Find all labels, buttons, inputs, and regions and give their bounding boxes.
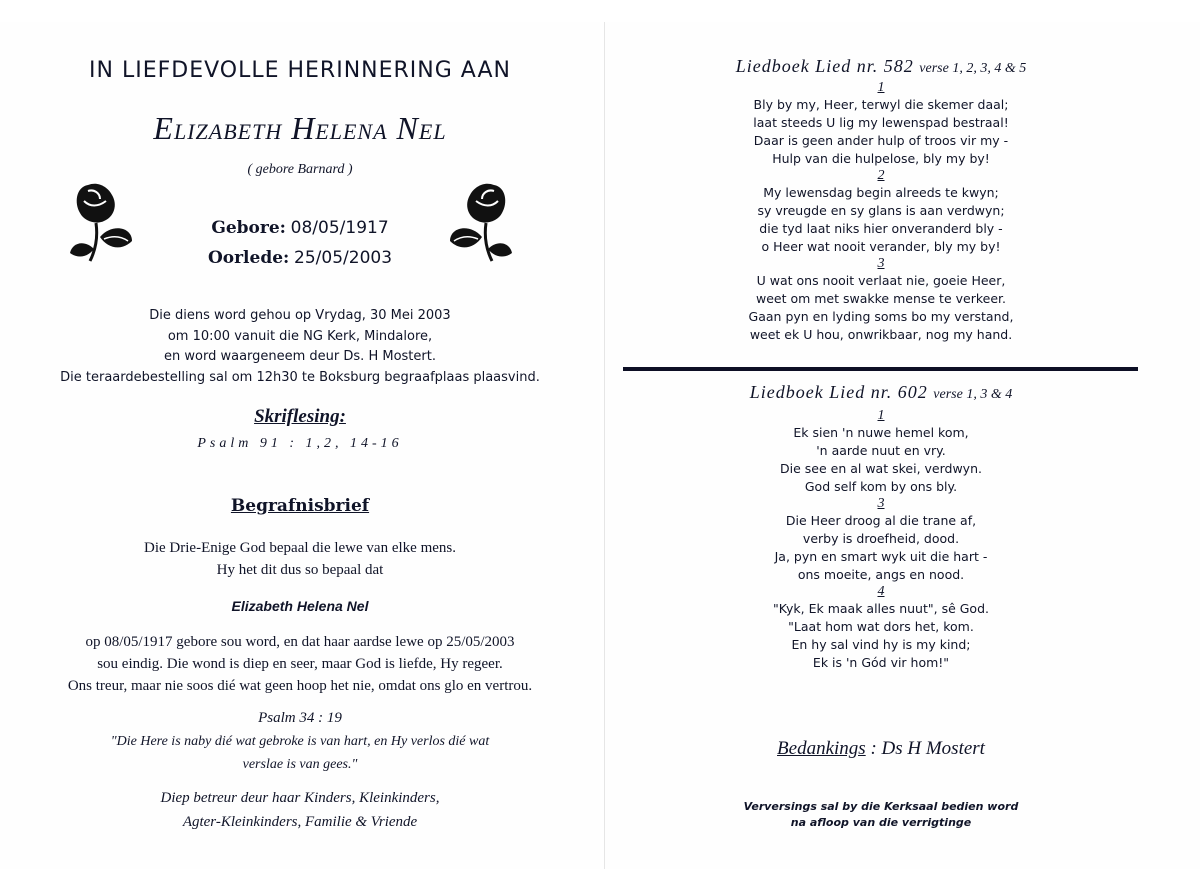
hymn-602-title: Liedboek Lied nr. 602 (749, 382, 928, 402)
letter-intro-2: Hy het dit dus so bepaal dat (216, 562, 384, 578)
deceased-name: Elizabeth Helena Nel (153, 110, 447, 146)
letter-body-3: Ons treur, maar nie soos dié wat geen hoop het nie, omdat ons glo en vertrou. (67, 678, 533, 694)
mourners-line-2: Agter-Kleinkinders, Familie & Vriende (182, 814, 418, 830)
thanks-separator: : (870, 738, 877, 759)
maiden-name: ( gebore Barnard ) (247, 162, 353, 177)
hymn-602-body (605, 408, 1157, 672)
letter-intro-1: Die Drie-Enige God bepaal die lewe van elke mens. (144, 540, 456, 556)
thanks-name: Ds H Mostert (881, 738, 985, 759)
psalm-reference: Psalm 34 : 19 (258, 710, 342, 726)
section-divider (623, 367, 1138, 371)
hymn-line: Hulp van die hulpelose, bly my by! (772, 151, 990, 166)
hymn-line: Ja, pyn en smart wyk uit die hart - (774, 549, 988, 564)
hymn-line: En hy sal vind hy is my kind; (791, 637, 971, 652)
hymn-line: weet ek U hou, onwrikbaar, nog my hand. (749, 327, 1013, 342)
hymn-line: 'n aarde nuut en vry. (816, 443, 946, 458)
thanks-line (605, 738, 1157, 760)
hymn-line: laat steeds U lig my lewenspad bestraal! (753, 115, 1009, 130)
service-line-1: Die diens word gehou op Vrydag, 30 Mei 2003 (149, 308, 451, 323)
hymn-602-heading (605, 382, 1157, 403)
died-label: Oorlede: (207, 248, 290, 268)
verse-number: 4 (877, 584, 885, 599)
born-label: Gebore: (211, 218, 286, 238)
right-page (604, 22, 1200, 869)
letter-body-1: op 08/05/1917 gebore sou word, en dat haar aardse lewe op 25/05/2003 (85, 634, 515, 650)
hymn-line: o Heer wat nooit verander, bly my by! (761, 239, 1001, 254)
hymn-582-verses: verse 1, 2, 3, 4 & 5 (919, 61, 1027, 76)
born-date: 08/05/1917 (290, 218, 389, 238)
hymn-line: Ek sien 'n nuwe hemel kom, (793, 425, 969, 440)
hymn-line: U wat ons nooit verlaat nie, goeie Heer, (756, 273, 1006, 288)
verse-number: 1 (877, 80, 885, 95)
hymn-line: verby is droefheid, dood. (802, 531, 960, 546)
hymn-line: sy vreugde en sy glans is aan verdwyn; (757, 203, 1005, 218)
scripture-heading: Skriflesing: (254, 406, 346, 427)
psalm-quote-2: verslae is van gees." (242, 757, 358, 772)
hymn-line: die tyd laat niks hier onveranderd bly - (759, 221, 1003, 236)
hymn-line: "Kyk, Ek maak alles nuut", sê God. (772, 601, 989, 616)
verse-number: 2 (877, 168, 885, 183)
hymn-line: God self kom by ons bly. (804, 479, 958, 494)
thanks-label: Bedankings (777, 738, 866, 759)
hymn-582-heading (605, 56, 1157, 77)
service-line-4: Die teraardebestelling sal om 12h30 te Boksburg begraafplaas plaasvind. (60, 370, 540, 385)
letter-heading: Begrafnisbrief (230, 496, 370, 516)
verse-number: 3 (877, 496, 885, 511)
hymn-line: ons moeite, angs en nood. (797, 567, 965, 582)
hymn-582-title: Liedboek Lied nr. 582 (735, 56, 914, 76)
birth-line (0, 218, 600, 238)
letter-name: Elizabeth Helena Nel (231, 598, 369, 614)
hymn-582-body (605, 80, 1157, 344)
hymn-line: "Laat hom wat dors het, kom. (788, 619, 974, 634)
hymn-line: Die Heer droog al die trane af, (785, 513, 977, 528)
hymn-line: weet om met swakke mense te verkeer. (755, 291, 1006, 306)
hymn-line: Daar is geen ander hulp of troos vir my - (753, 133, 1009, 148)
memorial-heading: IN LIEFDEVOLLE HERINNERING AAN (89, 58, 511, 83)
psalm-quote-1: "Die Here is naby dié wat gebroke is van hart, en Hy verlos dié wat (110, 734, 490, 749)
hymn-line: My lewensdag begin alreeds te kwyn; (763, 185, 999, 200)
died-date: 25/05/2003 (294, 248, 393, 268)
service-line-3: en word waargeneem deur Ds. H Mostert. (164, 349, 436, 364)
hymn-line: Ek is 'n Gód vir hom!" (812, 655, 950, 670)
service-line-2: om 10:00 vanuit die NG Kerk, Mindalore, (167, 329, 433, 344)
verse-number: 3 (877, 256, 885, 271)
mourners-line-1: Diep betreur deur haar Kinders, Kleinkinders, (160, 790, 440, 806)
death-line (0, 248, 600, 268)
hymn-line: Gaan pyn en lyding soms bo my verstand, (748, 309, 1014, 324)
scripture-reference: Psalm 91 : 1,2, 14-16 (197, 436, 403, 451)
refreshments-line-1: Verversings sal by die Kerksaal bedien word (743, 800, 1019, 813)
hymn-602-verses: verse 1, 3 & 4 (933, 387, 1013, 402)
hymn-line: Die see en al wat skei, verdwyn. (780, 461, 982, 476)
letter-body-2: sou eindig. Die wond is diep en seer, maar God is liefde, Hy regeer. (97, 656, 503, 672)
verse-number: 1 (877, 408, 885, 423)
hymn-line: Bly by my, Heer, terwyl die skemer daal; (753, 97, 1009, 112)
refreshments-line-2: na afloop van die verrigtinge (790, 816, 972, 829)
left-page (0, 22, 600, 869)
